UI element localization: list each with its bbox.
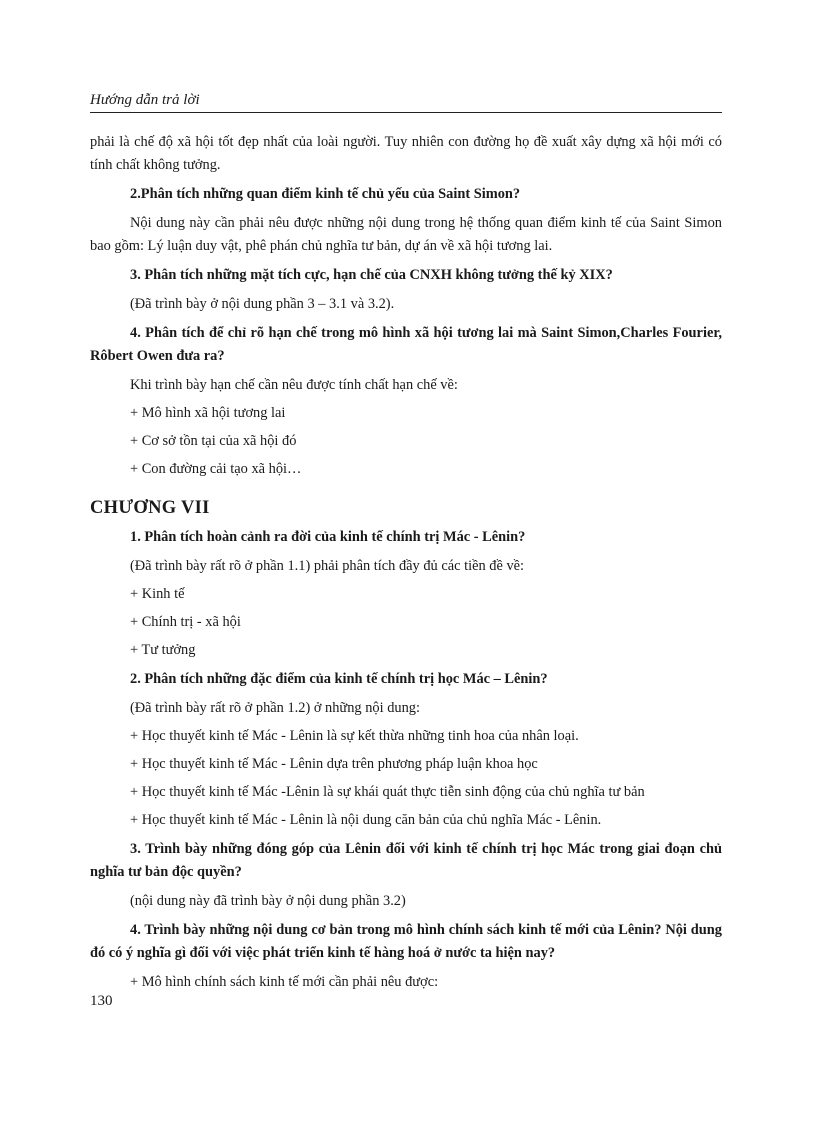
list-item: + Chính trị - xã hội bbox=[130, 614, 241, 630]
chapter-answer-3: (nội dung này đã trình bày ở nội dung phần 3.2) bbox=[130, 893, 406, 909]
chapter-answer-4: + Mô hình chính sách kinh tế mới cần phải nêu được: bbox=[130, 974, 439, 990]
list-item: + Học thuyết kinh tế Mác - Lênin là sự kết thừa những tinh hoa của nhân loại. bbox=[130, 728, 579, 744]
answer-2: Nội dung này cần phải nêu được những nội dung trong hệ thống quan điểm kinh tế của Saint Simon bao gồm: Lý luận duy vật, phê phán chủ nghĩa tư bản, dự án về xã hội tương lai. bbox=[90, 215, 722, 254]
answer-4-intro: Khi trình bày hạn chế cần nêu được tính chất hạn chế về: bbox=[130, 377, 458, 393]
chapter-question-3: 3. Trình bày những đóng góp của Lênin đối với kinh tế chính trị học Mác trong giai đoạn chủ nghĩa tư bản độc quyền? bbox=[90, 841, 722, 880]
chapter-answer-2-intro: (Đã trình bày rất rõ ở phần 1.2) ở những nội dung: bbox=[130, 700, 420, 716]
list-item: + Cơ sở tồn tại của xã hội đó bbox=[130, 433, 297, 449]
page-body bbox=[90, 131, 722, 994]
question-4: 4. Phân tích để chỉ rõ hạn chế trong mô hình xã hội tương lai mà Saint Simon,Charles Fourier, Rôbert Owen đưa ra? bbox=[90, 325, 722, 364]
chapter-heading: CHƯƠNG VII bbox=[90, 498, 210, 518]
list-item: + Con đường cải tạo xã hội… bbox=[130, 461, 302, 477]
running-header: Hướng dẫn trả lời bbox=[90, 92, 722, 113]
list-item: + Học thuyết kinh tế Mác -Lênin là sự khái quát thực tiễn sinh động của chủ nghĩa tư bản bbox=[130, 784, 645, 800]
question-3: 3. Phân tích những mặt tích cực, hạn chế của CNXH không tưởng thế kỷ XIX? bbox=[130, 267, 613, 283]
question-2: 2.Phân tích những quan điểm kinh tế chủ yếu của Saint Simon? bbox=[130, 186, 521, 202]
list-item: + Học thuyết kinh tế Mác - Lênin là nội dung căn bản của chủ nghĩa Mác - Lênin. bbox=[130, 812, 602, 828]
page-number: 130 bbox=[90, 993, 113, 1009]
list-item: + Mô hình xã hội tương lai bbox=[130, 405, 286, 421]
chapter-question-1: 1. Phân tích hoàn cảnh ra đời của kinh tế chính trị Mác - Lênin? bbox=[130, 529, 526, 545]
chapter-answer-1-intro: (Đã trình bày rất rõ ở phần 1.1) phải phân tích đầy đủ các tiền đề về: bbox=[130, 558, 525, 574]
intro-paragraph: phải là chế độ xã hội tốt đẹp nhất của loài người. Tuy nhiên con đường họ đề xuất xây dựng xã hội mới có tính chất không tưởng. bbox=[90, 134, 722, 173]
list-item: + Kinh tế bbox=[130, 586, 185, 602]
chapter-question-4: 4. Trình bày những nội dung cơ bản trong mô hình chính sách kinh tế mới của Lênin? Nội dung đó có ý nghĩa gì đối với việc phát triển kinh tế hàng hoá ở nước ta hiện nay? bbox=[90, 922, 722, 961]
chapter-question-2: 2. Phân tích những đặc điểm của kinh tế chính trị học Mác – Lênin? bbox=[130, 671, 548, 687]
list-item: + Tư tưởng bbox=[130, 642, 196, 658]
list-item: + Học thuyết kinh tế Mác - Lênin dựa trên phương pháp luận khoa học bbox=[130, 756, 538, 772]
answer-3: (Đã trình bày ở nội dung phần 3 – 3.1 và 3.2). bbox=[130, 296, 395, 312]
